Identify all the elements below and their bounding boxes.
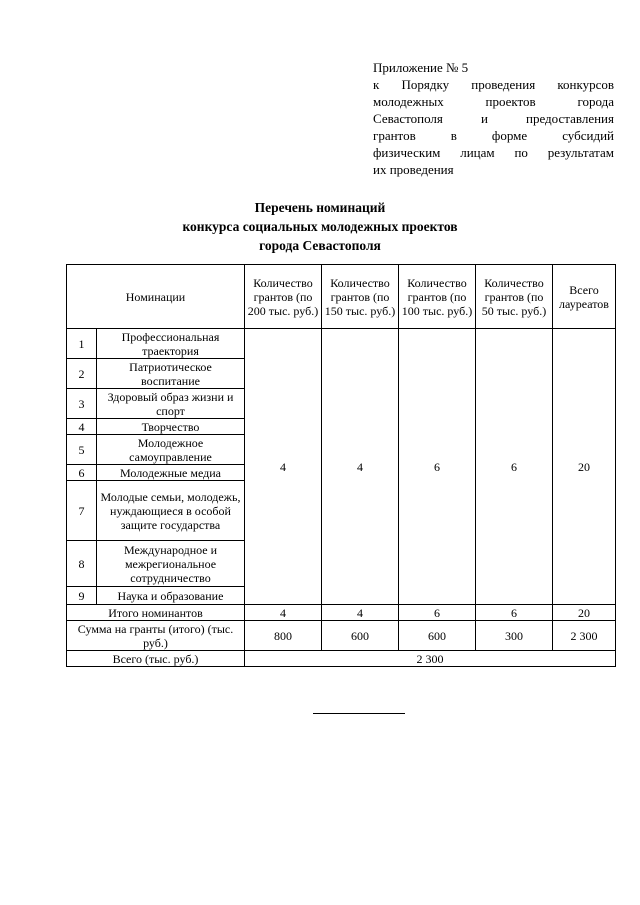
header-grants-200: Количество грантов (по 200 тыс. руб.) (245, 265, 322, 329)
nomination-name: Наука и образование (97, 587, 245, 605)
sum-grants-200: 800 (245, 621, 322, 651)
nomination-name: Патриотическое воспитание (97, 359, 245, 389)
nomination-name: Молодежное самоуправление (97, 435, 245, 465)
total-nominees-100: 6 (399, 605, 476, 621)
nomination-name: Профессиональная траектория (97, 329, 245, 359)
row-number: 3 (67, 389, 97, 419)
appendix-line: грантов в форме субсидий (373, 128, 614, 143)
appendix-line: физическим лицам по результатам (373, 145, 614, 160)
merged-grants-50: 6 (476, 329, 553, 605)
total-nominees-laureates: 20 (553, 605, 616, 621)
sum-grants-50: 300 (476, 621, 553, 651)
header-laureates: Всего лауреатов (553, 265, 616, 329)
grand-total-label: Всего (тыс. руб.) (67, 651, 245, 667)
row-number: 7 (67, 481, 97, 541)
sum-grants-label: Сумма на гранты (итого) (тыс. руб.) (67, 621, 245, 651)
sum-grants-100: 600 (399, 621, 476, 651)
row-number: 2 (67, 359, 97, 389)
nomination-name: Творчество (97, 419, 245, 435)
grand-total-value: 2 300 (245, 651, 616, 667)
row-number: 1 (67, 329, 97, 359)
header-nominations: Номинации (67, 265, 245, 329)
total-nominees-150: 4 (322, 605, 399, 621)
appendix-block (373, 59, 614, 178)
appendix-title: Приложение № 5 (373, 60, 469, 75)
heading-line: конкурса социальных молодежных проектов (182, 219, 458, 234)
total-nominees-200: 4 (245, 605, 322, 621)
nomination-name: Молодые семьи, молодежь, нуждающиеся в особой защите государства (97, 481, 245, 541)
row-number: 4 (67, 419, 97, 435)
row-number: 9 (67, 587, 97, 605)
appendix-line: Севастополя и предоставления (373, 111, 614, 126)
table-row (67, 329, 616, 359)
merged-grants-100: 6 (399, 329, 476, 605)
nomination-name: Международное и межрегиональное сотрудничество (97, 541, 245, 587)
row-number: 8 (67, 541, 97, 587)
header-grants-50: Количество грантов (по 50 тыс. руб.) (476, 265, 553, 329)
merged-grants-200: 4 (245, 329, 322, 605)
heading-line: города Севастополя (259, 238, 381, 253)
row-number: 6 (67, 465, 97, 481)
total-nominees-label: Итого номинантов (67, 605, 245, 621)
merged-laureates: 20 (553, 329, 616, 605)
heading-line: Перечень номинаций (254, 200, 386, 215)
total-nominees-row (67, 605, 616, 621)
appendix-line: к Порядку проведения конкурсов (373, 77, 614, 92)
header-grants-100: Количество грантов (по 100 тыс. руб.) (399, 265, 476, 329)
nomination-name: Здоровый образ жизни и спорт (97, 389, 245, 419)
sum-grants-row (67, 621, 616, 651)
grand-total-row (67, 651, 616, 667)
document-heading (0, 198, 640, 255)
merged-grants-150: 4 (322, 329, 399, 605)
header-grants-150: Количество грантов (по 150 тыс. руб.) (322, 265, 399, 329)
total-nominees-50: 6 (476, 605, 553, 621)
appendix-line: их проведения (373, 162, 454, 177)
sum-grants-total: 2 300 (553, 621, 616, 651)
closing-divider (313, 713, 405, 714)
sum-grants-150: 600 (322, 621, 399, 651)
appendix-line: молодежных проектов города (373, 94, 614, 109)
header-row (67, 265, 616, 329)
row-number: 5 (67, 435, 97, 465)
nomination-name: Молодежные медиа (97, 465, 245, 481)
nominations-table (66, 264, 616, 667)
